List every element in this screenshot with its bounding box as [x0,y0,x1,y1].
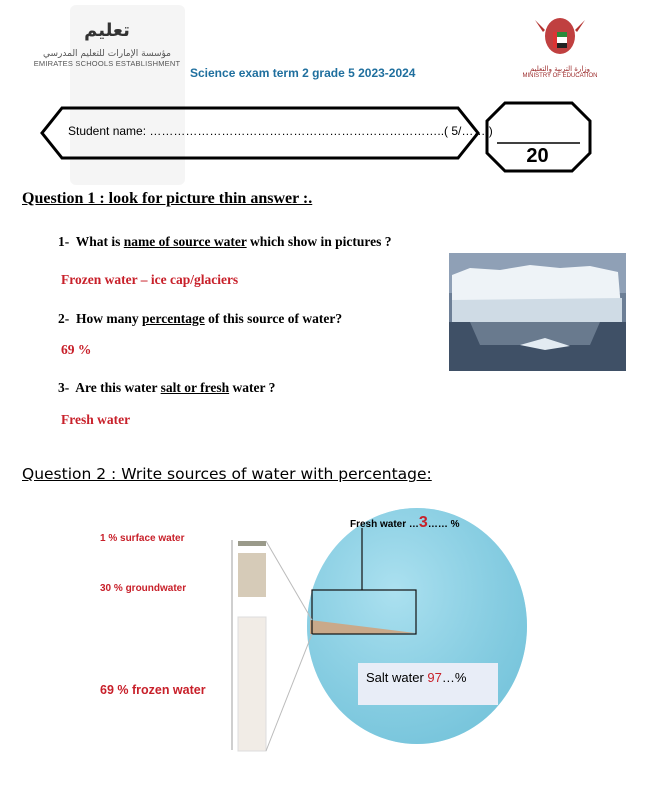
surface-bar [238,541,266,546]
connector-bottom [266,634,312,751]
answer-3: Fresh water [61,412,131,427]
logo-arabic-subtitle: مؤسسة الإمارات للتعليم المدرسي [43,49,171,59]
frozen-water-label: 69 % frozen water [100,683,206,697]
ministry-arabic: وزارة التربية والتعليم [529,65,591,73]
question1-title: Question 1 : look for picture thin answer :. [22,190,313,207]
groundwater-bar [238,553,266,597]
salt-water-label: Salt water 97…% [366,670,467,685]
question1-item-1: 1- What is name of source water which show in pictures ? [58,234,392,249]
groundwater-label: 30 % groundwater [100,583,187,594]
frozen-bar [238,617,266,751]
logo-arabic-title: تعليم [84,20,130,41]
question2-title: Question 2 : Write sources of water with percentage: [22,465,432,483]
answer-1: Frozen water – ice cap/glaciers [61,272,239,287]
answer-2: 69 % [61,342,92,357]
question1-item-3: 3- Are this water salt or fresh water ? [58,380,276,395]
student-name-field[interactable]: Student name: ………………………………………………………………..( 5/…….) [68,124,493,138]
ministry-english: MINISTRY OF EDUCATION [522,73,598,79]
glacier-image [449,253,626,371]
logo-english-text: EMIRATES SCHOOLS ESTABLISHMENT [33,59,181,68]
score-value: 20 [526,145,549,167]
surface-water-label: 1 % surface water [100,533,185,544]
fresh-water-label: Fresh water …3…… % [350,514,460,531]
question1-item-2: 2- How many percentage of this source of water? [58,311,343,326]
salt-water-value: 97 [427,670,442,685]
connector-top [266,541,312,620]
exam-title: Science exam term 2 grade 5 2023-2024 [190,66,416,80]
fresh-water-value: 3 [418,514,428,531]
